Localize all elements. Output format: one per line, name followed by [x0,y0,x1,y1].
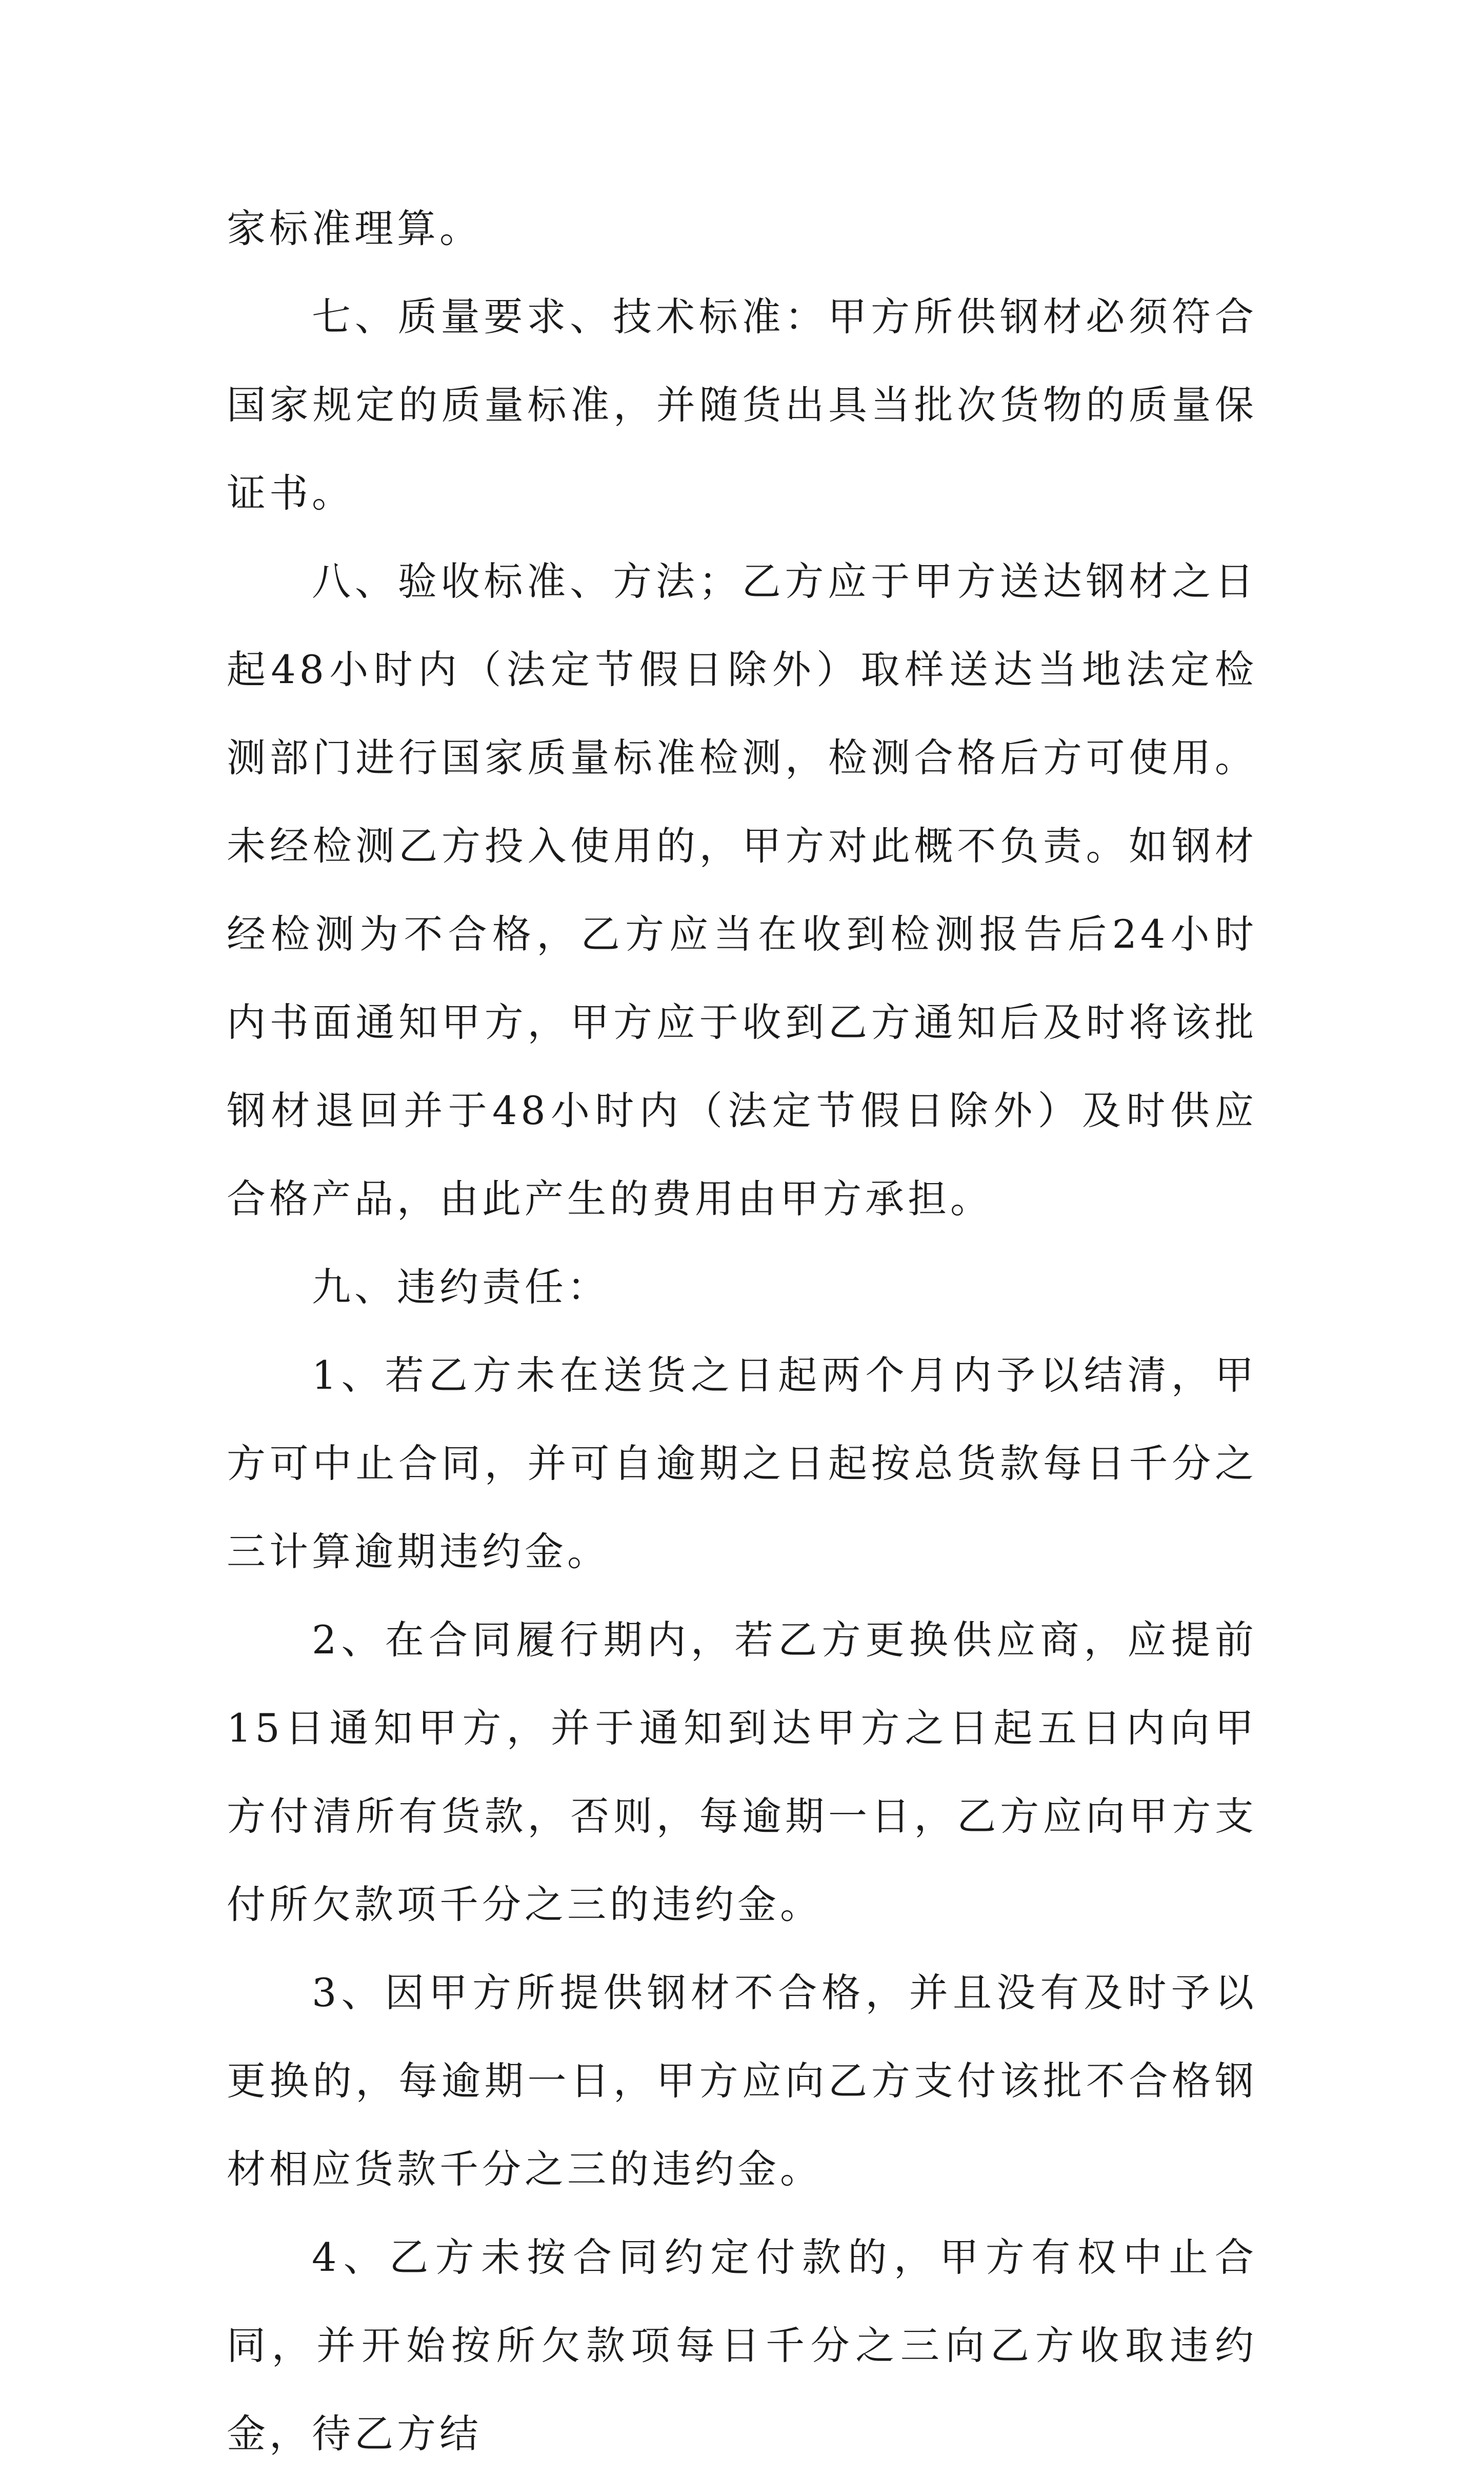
paragraph-continuation: 家标准理算。 [227,206,482,251]
paragraph-clause-2: 2、在合同履行期内，若乙方更换供应商，应提前15日通知甲方，并于通知到达甲方之日起五日内向甲方付清所有货款，否则，每逾期一日，乙方应向甲方支付所欠款项千分之三的违约金。 [227,1617,1257,1927]
document-body [227,185,1257,2478]
paragraph-acceptance-standards: 八、验收标准、方法；乙方应于甲方送达钢材之日起48小时内（法定节假日除外）取样送达当地法定检测部门进行国家质量标准检测，检测合格后方可使用。未经检测乙方投入使用的，甲方对此概不负责。如钢材经检测为不合格，乙方应当在收到检测报告后24小时内书面通知甲方，甲方应于收到乙方通知后及时将该批钢材退回并于48小时内（法定节假日除外）及时供应合格产品，由此产生的费用由甲方承担。 [227,558,1257,1222]
paragraph-clause-4: 4、乙方未按合同约定付款的，甲方有权中止合同，并开始按所欠款项每日千分之三向乙方收取违约金，待乙方结 [227,2234,1257,2456]
paragraph-clause-3: 3、因甲方所提供钢材不合格，并且没有及时予以更换的，每逾期一日，甲方应向乙方支付该批不合格钢材相应货款千分之三的违约金。 [227,1970,1257,2192]
paragraph-breach-liability-heading: 九、违约责任： [312,1264,610,1310]
paragraph-clause-1: 1、若乙方未在送货之日起两个月内予以结清，甲方可中止合同，并可自逾期之日起按总货款每日千分之三计算逾期违约金。 [227,1352,1257,1574]
paragraph-quality-requirements: 七、质量要求、技术标准：甲方所供钢材必须符合国家规定的质量标准，并随货出具当批次货物的质量保证书。 [227,294,1257,516]
